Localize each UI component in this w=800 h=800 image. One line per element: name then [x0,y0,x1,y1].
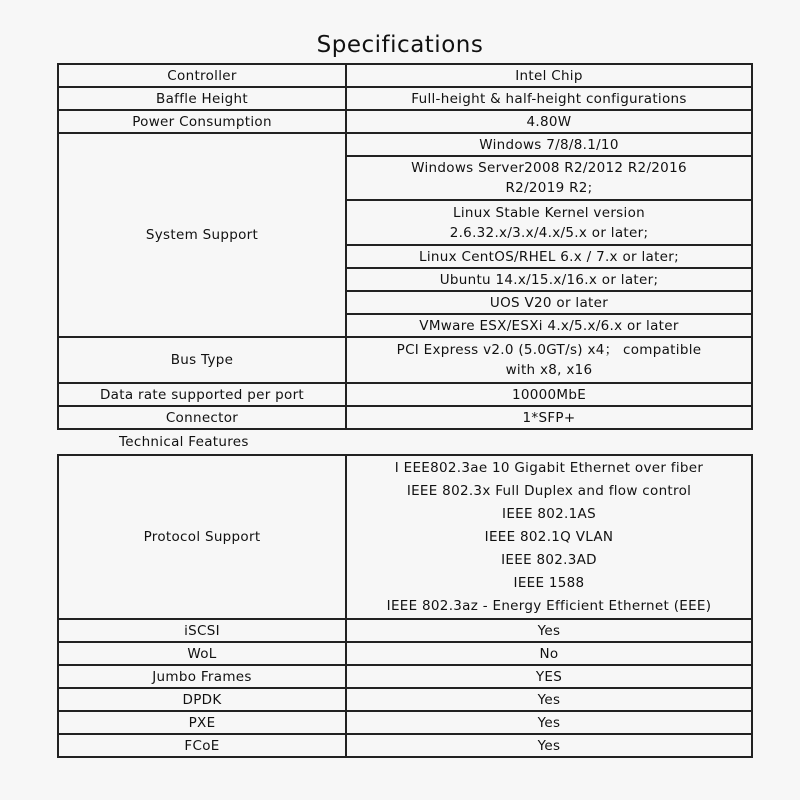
specifications-table [57,63,753,430]
protocol-line: IEEE 802.3x Full Duplex and flow control [406,482,692,499]
dpdk-value: Yes [346,688,752,711]
system-support-line: Windows Server2008 R2/2012 R2/2016 [411,160,687,176]
table-row [58,337,752,383]
system-support-value: VMware ESX/ESXi 4.x/5.x/6.x or later [346,314,752,337]
fcoe-value: Yes [346,734,752,757]
jumbo-frames-value: YES [346,665,752,688]
jumbo-frames-label: Jumbo Frames [58,665,346,688]
system-support-line: R2/2019 R2; [505,180,593,196]
table-row [58,711,752,734]
protocol-line: IEEE 802.3AD [501,551,597,568]
table-row [58,619,752,642]
data-rate-label: Data rate supported per port [58,383,346,406]
system-support-value: UOS V20 or later [346,291,752,314]
iscsi-label: iSCSI [58,619,346,642]
controller-label: Controller [58,64,346,87]
page-title: Specifications [316,32,484,58]
protocol-support-label: Protocol Support [58,455,346,619]
system-support-value: Linux CentOS/RHEL 6.x / 7.x or later; [346,245,752,268]
pxe-label: PXE [58,711,346,734]
power-consumption-value: 4.80W [346,110,752,133]
protocol-line: I EEE802.3ae 10 Gigabit Ethernet over fiber [394,459,704,476]
system-support-line: Linux Stable Kernel version [453,204,645,221]
table-row [58,406,752,429]
pxe-value: Yes [346,711,752,734]
system-support-value [346,200,752,245]
system-support-value: Windows 7/8/8.1/10 [346,133,752,156]
data-rate-value: 10000MbE [346,383,752,406]
system-support-label: System Support [58,133,346,337]
table-row [58,642,752,665]
wol-label: WoL [58,642,346,665]
bus-type-line: PCI Express v2.0 (5.0GT/s) x4； compatible [396,342,702,358]
system-support-value [346,156,752,200]
protocol-line: IEEE 802.1AS [502,505,596,522]
fcoe-label: FCoE [58,734,346,757]
connector-value: 1*SFP+ [346,406,752,429]
table-row [58,665,752,688]
table-row [58,64,752,87]
technical-features-table [57,454,753,758]
system-support-line: 2.6.32.x/3.x/4.x/5.x or later; [449,224,649,241]
dpdk-label: DPDK [58,688,346,711]
baffle-height-value: Full-height & half-height configurations [346,87,752,110]
protocol-line: IEEE 802.3az - Energy Efficient Ethernet (EEE) [386,597,712,614]
bus-type-value [346,337,752,383]
table-row [58,383,752,406]
table-row [58,110,752,133]
baffle-height-label: Baffle Height [58,87,346,110]
table-row [58,734,752,757]
technical-features-heading: Technical Features [119,434,249,450]
protocol-support-value [346,455,752,619]
controller-value: Intel Chip [346,64,752,87]
protocol-line: IEEE 802.1Q VLAN [484,528,614,545]
system-support-value: Ubuntu 14.x/15.x/16.x or later; [346,268,752,291]
wol-value: No [346,642,752,665]
table-row [58,87,752,110]
table-row [58,133,752,156]
protocol-line: IEEE 1588 [513,574,585,591]
bus-type-line: with x8, x16 [505,362,593,378]
bus-type-label: Bus Type [58,337,346,383]
iscsi-value: Yes [346,619,752,642]
connector-label: Connector [58,406,346,429]
table-row [58,688,752,711]
power-consumption-label: Power Consumption [58,110,346,133]
table-row [58,455,752,619]
